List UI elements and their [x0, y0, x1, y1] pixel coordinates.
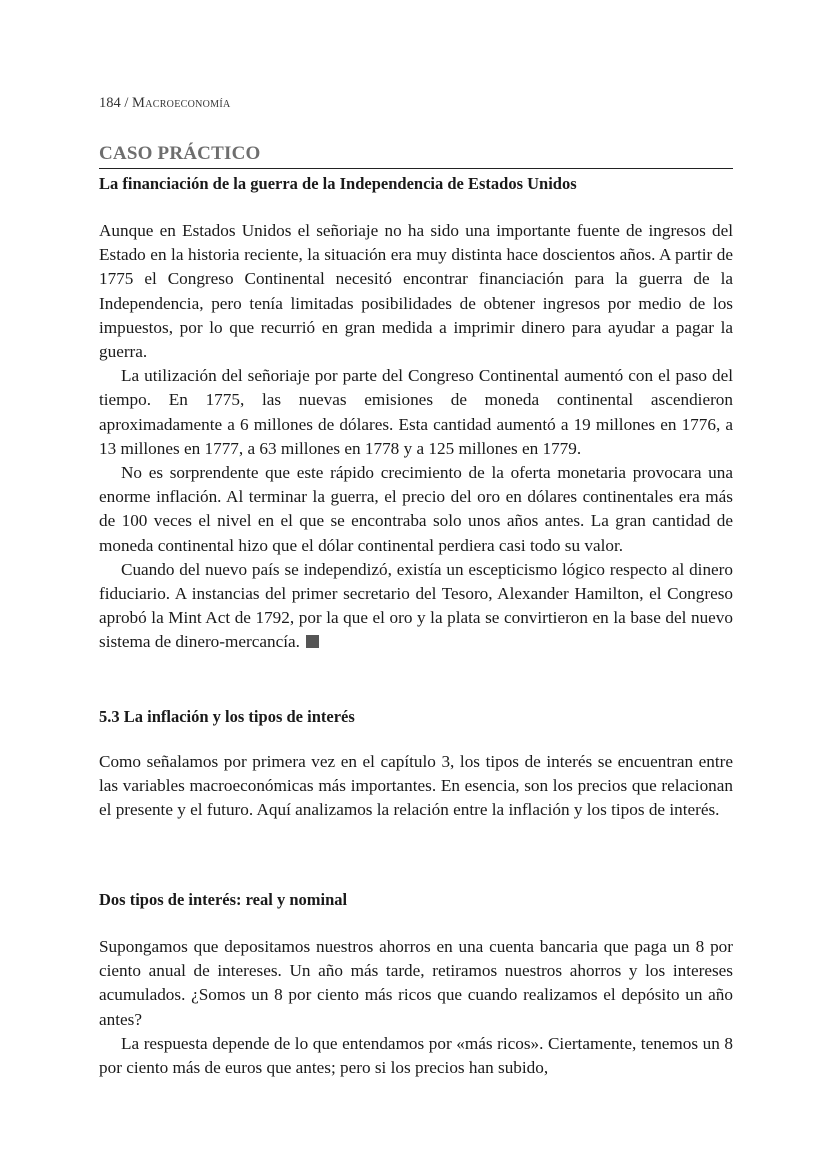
- case-paragraph: Aunque en Estados Unidos el señoriaje no ha sido una importante fuente de ingresos del Estado en la historia reciente, la situación era muy distinta hace doscientos años. A partir de 1775 el Congreso Continental necesitó encontrar financiación para la guerra de la Independencia, pero tenía limitadas posibilidades de obtener ingresos por medio de los impuestos, por lo que recurrió en gran medida a imprimir dinero para ayudar a pagar la guerra.: [99, 221, 733, 362]
- running-head: [99, 95, 231, 112]
- case-paragraph-text: Cuando del nuevo país se independizó, existía un escepticismo lógico respecto al dinero fiduciario. A instancias del primer secretario del Tesoro, Alexander Hamilton, el Congreso aprobó la Mint Act de 1792, por la que el oro y la plata se convirtieron en la base del nuevo sistema de dinero-mercancía.: [99, 559, 733, 652]
- subsection-body: [99, 935, 733, 1080]
- case-paragraph: No es sorprendente que este rápido crecimiento de la oferta monetaria provocara una enorme inflación. Al terminar la guerra, el precio del oro en dólares continentales era más de 100 veces el nivel en el que se encontraba solo unos años antes. La gran cantidad de moneda continental hizo que el dólar continental perdiera casi todo su valor.: [99, 463, 733, 555]
- subsection-heading: Dos tipos de interés: real y nominal: [99, 890, 348, 909]
- section-paragraph: Como señalamos por primera vez en el capítulo 3, los tipos de interés se encuentran entre las variables macroeconómicas más importantes. En esencia, son los precios que relacionan el presente y el futuro. Aquí analizamos la relación entre la inflación y los tipos de interés.: [99, 752, 733, 820]
- book-title: Macroeconomía: [132, 95, 231, 111]
- page-number: 184 /: [99, 95, 129, 111]
- subsection-paragraph: Supongamos que depositamos nuestros ahorros en una cuenta bancaria que paga un 8 por ciento anual de intereses. Un año más tarde, retiramos nuestros ahorros y los intereses acumulados. ¿Somos un 8 por ciento más ricos que cuando realizamos el depósito un año antes?: [99, 937, 733, 1029]
- case-paragraph: [99, 558, 733, 655]
- case-paragraph: La utilización del señoriaje por parte del Congreso Continental aumentó con el paso del tiempo. En 1775, las nuevas emisiones de moneda continental ascendieron aproximadamente a 6 millones de dólares. Esta cantidad aumentó a 19 millones en 1776, a 13 millones en 1777, a 63 millones en 1778 y a 125 millones en 1779.: [99, 366, 733, 458]
- case-study-label: CASO PRÁCTICO: [99, 143, 733, 169]
- section-heading: 5.3 La inflación y los tipos de interés: [99, 707, 355, 726]
- case-study-title: La financiación de la guerra de la Independencia de Estados Unidos: [99, 174, 577, 193]
- subsection-paragraph: La respuesta depende de lo que entendamos por «más ricos». Ciertamente, tenemos un 8 por ciento más de euros que antes; pero si los precios han subido,: [99, 1033, 733, 1078]
- section-body: [99, 750, 733, 823]
- end-of-case-mark-icon: [306, 635, 319, 648]
- case-study-body: [99, 219, 733, 655]
